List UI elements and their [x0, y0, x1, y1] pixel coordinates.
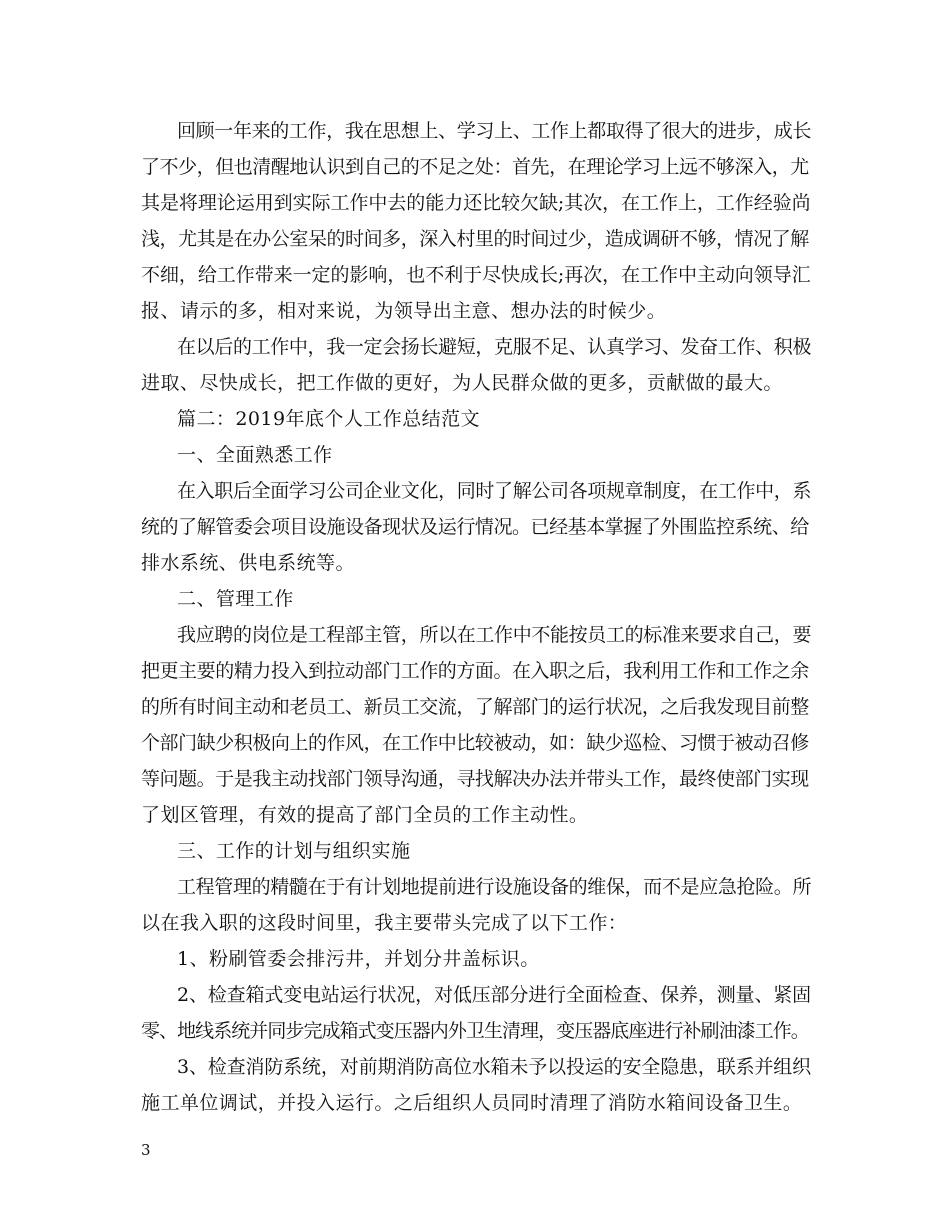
- text-line: 以在我入职的这段时间里，我主要带头完成了以下工作：: [141, 912, 628, 934]
- text-line: 的所有时间主动和老员工、新员工交流，了解部门的运行状况，之后我发现目前整: [141, 696, 809, 718]
- page-number: 3: [141, 1141, 151, 1159]
- text-line: 篇二：2019年底个人工作总结范文: [177, 408, 481, 430]
- text-line: 个部门缺少积极向上的作风，在工作中比较被动，如：缺少巡检、习惯于被动召修: [141, 732, 809, 754]
- text-line: 3、检查消防系统，对前期消防高位水箱未予以投运的安全隐患，联系并组织: [177, 1056, 811, 1078]
- text-line: 施工单位调试，并投入运行。之后组织人员同时清理了消防水箱间设备卫生。: [141, 1092, 803, 1114]
- text-line: 报、请示的多，相对来说，为领导出主意、想办法的时候少。: [141, 300, 667, 322]
- text-line: 我应聘的岗位是工程部主管，所以在工作中不能按员工的标准来要求自己，要: [177, 624, 812, 646]
- text-line: 进取、尽快成长，把工作做的更好，为人民群众做的更多，贡献做的最大。: [141, 372, 783, 394]
- text-line: 零、地线系统并同步完成箱式变压器内外卫生清理，变压器底座进行补刷油漆工作。: [141, 1020, 809, 1042]
- text-line: 工程管理的精髓在于有计划地提前进行设施设备的维保，而不是应急抢险。所: [177, 876, 812, 898]
- text-line: 三、工作的计划与组织实施: [177, 840, 411, 862]
- text-line: 等问题。于是我主动找部门领导沟通，寻找解决办法并带头工作，最终使部门实现: [141, 768, 809, 790]
- text-line: 了不少，但也清醒地认识到自己的不足之处：首先，在理论学习上远不够深入，尤: [141, 156, 809, 178]
- document-body: [141, 113, 811, 1121]
- text-line: 不细，给工作带来一定的影响，也不利于尽快成长;再次，在工作中主动向领导汇: [141, 264, 811, 286]
- text-line: 在入职后全面学习公司企业文化，同时了解公司各项规章制度，在工作中，系: [177, 480, 812, 502]
- text-line: 把更主要的精力投入到拉动部门工作的方面。在入职之后，我利用工作和工作之余: [141, 660, 809, 682]
- text-line: 在以后的工作中，我一定会扬长避短，克服不足、认真学习、发奋工作、积极: [177, 336, 812, 358]
- text-line: 1、粉刷管委会排污井，并划分井盖标识。: [177, 948, 540, 970]
- text-line: 其是将理论运用到实际工作中去的能力还比较欠缺;其次，在工作上，工作经验尚: [141, 192, 811, 214]
- text-line: 排水系统、供电系统等。: [141, 552, 355, 574]
- text-line: 了划区管理，有效的提高了部门全员的工作主动性。: [141, 804, 589, 826]
- text-line: 回顾一年来的工作，我在思想上、学习上、工作上都取得了很大的进步，成长: [177, 120, 812, 142]
- text-line: 一、全面熟悉工作: [177, 444, 333, 466]
- text-line: 浅，尤其是在办公室呆的时间多，深入村里的时间过少，造成调研不够，情况了解: [141, 228, 809, 250]
- text-line: 二、管理工作: [177, 588, 294, 610]
- text-line: 2、检查箱式变电站运行状况，对低压部分进行全面检查、保养，测量、紧固: [177, 984, 811, 1006]
- text-line: 统的了解管委会项目设施设备现状及运行情况。已经基本掌握了外围监控系统、给: [141, 516, 809, 538]
